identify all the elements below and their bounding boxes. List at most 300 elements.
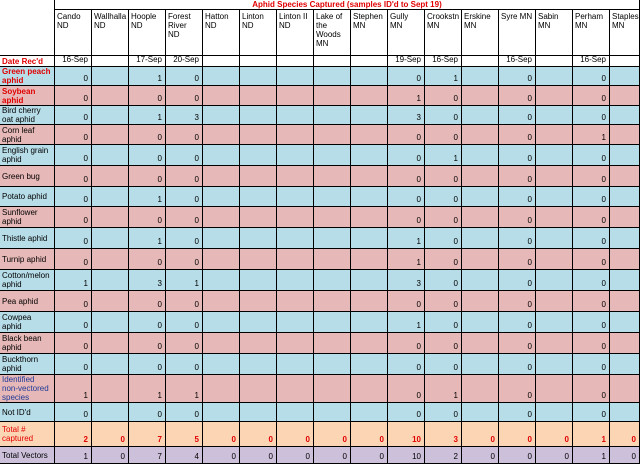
count-cell[interactable]: 0 xyxy=(166,228,203,249)
count-cell[interactable] xyxy=(351,145,388,166)
count-cell[interactable] xyxy=(203,333,240,354)
count-cell[interactable]: 0 xyxy=(499,166,536,187)
count-cell[interactable] xyxy=(462,145,499,166)
count-cell[interactable] xyxy=(462,106,499,125)
total-vectors-cell[interactable]: 0 xyxy=(462,447,499,464)
column-header[interactable]: Hoople ND xyxy=(129,10,166,56)
count-cell[interactable]: 0 xyxy=(425,270,462,291)
count-cell[interactable] xyxy=(240,354,277,375)
count-cell[interactable] xyxy=(277,375,314,403)
count-cell[interactable] xyxy=(314,312,351,333)
count-cell[interactable]: 1 xyxy=(166,270,203,291)
date-label[interactable]: Date Rec'd xyxy=(0,56,55,67)
count-cell[interactable]: 3 xyxy=(166,106,203,125)
count-cell[interactable] xyxy=(203,228,240,249)
total-captured-cell[interactable]: 0 xyxy=(462,422,499,447)
count-cell[interactable]: 0 xyxy=(166,291,203,312)
count-cell[interactable]: 0 xyxy=(129,207,166,228)
column-header[interactable]: Cando ND xyxy=(55,10,92,56)
count-cell[interactable]: 0 xyxy=(129,249,166,270)
count-cell[interactable] xyxy=(536,125,573,145)
count-cell[interactable] xyxy=(351,86,388,106)
count-cell[interactable]: 0 xyxy=(573,312,610,333)
total-vectors-cell[interactable]: 2 xyxy=(425,447,462,464)
count-cell[interactable] xyxy=(240,228,277,249)
count-cell[interactable]: 1 xyxy=(129,187,166,207)
count-cell[interactable]: 1 xyxy=(129,375,166,403)
count-cell[interactable]: 0 xyxy=(129,312,166,333)
count-cell[interactable] xyxy=(92,125,129,145)
date-cell[interactable] xyxy=(277,56,314,67)
count-cell[interactable]: 0 xyxy=(166,125,203,145)
count-cell[interactable] xyxy=(462,166,499,187)
count-cell[interactable] xyxy=(277,270,314,291)
total-vectors-cell[interactable]: 4 xyxy=(166,447,203,464)
column-header[interactable]: Stephen MN xyxy=(351,10,388,56)
count-cell[interactable]: 3 xyxy=(388,106,425,125)
count-cell[interactable] xyxy=(203,291,240,312)
count-cell[interactable]: 0 xyxy=(573,249,610,270)
total-vectors-cell[interactable]: 10 xyxy=(388,447,425,464)
count-cell[interactable] xyxy=(536,291,573,312)
count-cell[interactable]: 0 xyxy=(388,67,425,86)
date-cell[interactable] xyxy=(203,56,240,67)
count-cell[interactable] xyxy=(536,86,573,106)
count-cell[interactable]: 0 xyxy=(55,106,92,125)
count-cell[interactable] xyxy=(277,312,314,333)
count-cell[interactable]: 0 xyxy=(425,125,462,145)
count-cell[interactable] xyxy=(462,86,499,106)
count-cell[interactable]: 1 xyxy=(166,375,203,403)
count-cell[interactable]: 0 xyxy=(499,67,536,86)
count-cell[interactable]: 0 xyxy=(55,166,92,187)
date-cell[interactable]: 16-Sep xyxy=(499,56,536,67)
date-cell[interactable] xyxy=(536,56,573,67)
count-cell[interactable]: 0 xyxy=(55,187,92,207)
count-cell[interactable]: 1 xyxy=(573,125,610,145)
count-cell[interactable] xyxy=(92,333,129,354)
count-cell[interactable] xyxy=(92,291,129,312)
species-label[interactable]: Green peach aphid xyxy=(0,67,55,86)
count-cell[interactable] xyxy=(240,86,277,106)
count-cell[interactable]: 0 xyxy=(388,354,425,375)
date-cell[interactable]: 17-Sep xyxy=(129,56,166,67)
count-cell[interactable]: 1 xyxy=(129,106,166,125)
count-cell[interactable]: 3 xyxy=(129,270,166,291)
count-cell[interactable] xyxy=(240,375,277,403)
count-cell[interactable]: 0 xyxy=(166,249,203,270)
date-cell[interactable]: 16-Sep xyxy=(55,56,92,67)
count-cell[interactable]: 0 xyxy=(425,312,462,333)
count-cell[interactable] xyxy=(314,207,351,228)
count-cell[interactable]: 0 xyxy=(425,106,462,125)
species-label[interactable]: Pea aphid xyxy=(0,291,55,312)
count-cell[interactable] xyxy=(610,403,640,422)
count-cell[interactable] xyxy=(351,228,388,249)
total-captured-label[interactable]: Total # captured xyxy=(0,422,55,447)
count-cell[interactable] xyxy=(536,312,573,333)
count-cell[interactable] xyxy=(203,106,240,125)
column-header[interactable]: Linton II ND xyxy=(277,10,314,56)
count-cell[interactable]: 0 xyxy=(573,67,610,86)
count-cell[interactable] xyxy=(462,375,499,403)
count-cell[interactable] xyxy=(536,187,573,207)
count-cell[interactable]: 1 xyxy=(129,67,166,86)
count-cell[interactable]: 0 xyxy=(388,207,425,228)
count-cell[interactable] xyxy=(351,354,388,375)
total-vectors-cell[interactable]: 0 xyxy=(240,447,277,464)
species-label[interactable]: Sunflower aphid xyxy=(0,207,55,228)
count-cell[interactable]: 0 xyxy=(129,403,166,422)
count-cell[interactable]: 0 xyxy=(499,403,536,422)
count-cell[interactable]: 0 xyxy=(573,106,610,125)
count-cell[interactable]: 0 xyxy=(388,375,425,403)
total-vectors-cell[interactable]: 7 xyxy=(129,447,166,464)
count-cell[interactable]: 0 xyxy=(499,106,536,125)
count-cell[interactable] xyxy=(92,403,129,422)
count-cell[interactable]: 0 xyxy=(425,291,462,312)
count-cell[interactable] xyxy=(351,187,388,207)
count-cell[interactable]: 0 xyxy=(425,354,462,375)
count-cell[interactable] xyxy=(92,312,129,333)
count-cell[interactable] xyxy=(351,375,388,403)
count-cell[interactable] xyxy=(314,375,351,403)
count-cell[interactable] xyxy=(240,249,277,270)
count-cell[interactable] xyxy=(277,249,314,270)
count-cell[interactable] xyxy=(314,166,351,187)
column-header[interactable]: Wallhalla ND xyxy=(92,10,129,56)
count-cell[interactable]: 0 xyxy=(166,354,203,375)
count-cell[interactable] xyxy=(610,106,640,125)
count-cell[interactable]: 0 xyxy=(425,187,462,207)
count-cell[interactable] xyxy=(536,207,573,228)
count-cell[interactable] xyxy=(203,207,240,228)
date-cell[interactable]: 16-Sep xyxy=(573,56,610,67)
count-cell[interactable] xyxy=(462,291,499,312)
total-captured-cell[interactable]: 2 xyxy=(55,422,92,447)
count-cell[interactable] xyxy=(240,125,277,145)
count-cell[interactable] xyxy=(314,333,351,354)
count-cell[interactable]: 0 xyxy=(388,187,425,207)
count-cell[interactable] xyxy=(610,333,640,354)
count-cell[interactable]: 0 xyxy=(425,333,462,354)
count-cell[interactable] xyxy=(314,270,351,291)
count-cell[interactable] xyxy=(351,125,388,145)
count-cell[interactable]: 0 xyxy=(55,125,92,145)
species-label[interactable]: Bird cherry oat aphid xyxy=(0,106,55,125)
count-cell[interactable]: 0 xyxy=(55,145,92,166)
species-label[interactable]: Thistle aphid xyxy=(0,228,55,249)
count-cell[interactable]: 0 xyxy=(55,333,92,354)
count-cell[interactable] xyxy=(203,354,240,375)
count-cell[interactable] xyxy=(240,270,277,291)
count-cell[interactable]: 1 xyxy=(388,86,425,106)
date-cell[interactable] xyxy=(240,56,277,67)
count-cell[interactable]: 0 xyxy=(499,145,536,166)
column-header[interactable]: Forest River ND xyxy=(166,10,203,56)
count-cell[interactable] xyxy=(351,207,388,228)
count-cell[interactable]: 0 xyxy=(388,403,425,422)
count-cell[interactable] xyxy=(92,207,129,228)
count-cell[interactable] xyxy=(203,249,240,270)
count-cell[interactable] xyxy=(351,67,388,86)
count-cell[interactable]: 0 xyxy=(129,291,166,312)
species-label[interactable]: Cowpea aphid xyxy=(0,312,55,333)
count-cell[interactable]: 0 xyxy=(499,354,536,375)
count-cell[interactable] xyxy=(536,67,573,86)
count-cell[interactable] xyxy=(610,125,640,145)
count-cell[interactable] xyxy=(92,228,129,249)
count-cell[interactable] xyxy=(351,403,388,422)
count-cell[interactable]: 0 xyxy=(388,145,425,166)
count-cell[interactable] xyxy=(536,333,573,354)
count-cell[interactable]: 1 xyxy=(55,375,92,403)
column-header[interactable]: Linton ND xyxy=(240,10,277,56)
count-cell[interactable] xyxy=(462,270,499,291)
count-cell[interactable] xyxy=(240,312,277,333)
count-cell[interactable]: 0 xyxy=(499,249,536,270)
count-cell[interactable]: 0 xyxy=(573,270,610,291)
count-cell[interactable] xyxy=(203,312,240,333)
count-cell[interactable]: 0 xyxy=(573,291,610,312)
count-cell[interactable]: 0 xyxy=(425,207,462,228)
total-captured-cell[interactable]: 0 xyxy=(610,422,640,447)
count-cell[interactable] xyxy=(462,67,499,86)
count-cell[interactable] xyxy=(203,166,240,187)
count-cell[interactable] xyxy=(92,270,129,291)
count-cell[interactable]: 0 xyxy=(129,145,166,166)
count-cell[interactable]: 0 xyxy=(573,333,610,354)
count-cell[interactable]: 3 xyxy=(388,270,425,291)
count-cell[interactable]: 0 xyxy=(166,166,203,187)
count-cell[interactable] xyxy=(462,125,499,145)
count-cell[interactable]: 0 xyxy=(499,207,536,228)
count-cell[interactable] xyxy=(203,125,240,145)
count-cell[interactable] xyxy=(462,312,499,333)
count-cell[interactable]: 0 xyxy=(573,166,610,187)
species-label[interactable]: Potato aphid xyxy=(0,187,55,207)
species-label[interactable]: Cotton/melon aphid xyxy=(0,270,55,291)
total-vectors-cell[interactable]: 0 xyxy=(203,447,240,464)
count-cell[interactable] xyxy=(240,333,277,354)
column-header[interactable]: Erskine MN xyxy=(462,10,499,56)
count-cell[interactable] xyxy=(277,106,314,125)
count-cell[interactable] xyxy=(610,354,640,375)
total-captured-cell[interactable]: 7 xyxy=(129,422,166,447)
count-cell[interactable] xyxy=(314,67,351,86)
count-cell[interactable]: 0 xyxy=(129,125,166,145)
count-cell[interactable] xyxy=(536,106,573,125)
count-cell[interactable]: 0 xyxy=(499,312,536,333)
count-cell[interactable] xyxy=(610,270,640,291)
count-cell[interactable] xyxy=(314,125,351,145)
count-cell[interactable] xyxy=(314,249,351,270)
total-vectors-cell[interactable]: 0 xyxy=(92,447,129,464)
total-captured-cell[interactable]: 3 xyxy=(425,422,462,447)
count-cell[interactable] xyxy=(314,228,351,249)
count-cell[interactable] xyxy=(462,354,499,375)
column-header[interactable]: Crookstn MN xyxy=(425,10,462,56)
count-cell[interactable] xyxy=(240,207,277,228)
count-cell[interactable] xyxy=(610,86,640,106)
species-label[interactable]: Black bean aphid xyxy=(0,333,55,354)
count-cell[interactable] xyxy=(536,270,573,291)
date-cell[interactable] xyxy=(610,56,640,67)
date-cell[interactable]: 20-Sep xyxy=(166,56,203,67)
count-cell[interactable] xyxy=(277,125,314,145)
count-cell[interactable] xyxy=(92,86,129,106)
count-cell[interactable]: 0 xyxy=(166,67,203,86)
species-label[interactable]: Not ID'd xyxy=(0,403,55,422)
date-cell[interactable]: 16-Sep xyxy=(425,56,462,67)
count-cell[interactable] xyxy=(203,270,240,291)
count-cell[interactable]: 0 xyxy=(499,228,536,249)
count-cell[interactable] xyxy=(92,145,129,166)
count-cell[interactable] xyxy=(536,354,573,375)
count-cell[interactable]: 0 xyxy=(499,86,536,106)
count-cell[interactable] xyxy=(277,354,314,375)
species-label[interactable]: Green bug xyxy=(0,166,55,187)
count-cell[interactable] xyxy=(203,86,240,106)
date-cell[interactable]: 19-Sep xyxy=(388,56,425,67)
count-cell[interactable]: 0 xyxy=(129,354,166,375)
count-cell[interactable] xyxy=(610,375,640,403)
count-cell[interactable] xyxy=(203,145,240,166)
count-cell[interactable]: 0 xyxy=(55,249,92,270)
total-vectors-cell[interactable]: 0 xyxy=(314,447,351,464)
count-cell[interactable]: 0 xyxy=(573,86,610,106)
count-cell[interactable] xyxy=(314,291,351,312)
count-cell[interactable] xyxy=(536,375,573,403)
count-cell[interactable]: 0 xyxy=(499,291,536,312)
date-cell[interactable] xyxy=(351,56,388,67)
count-cell[interactable] xyxy=(277,207,314,228)
count-cell[interactable]: 0 xyxy=(388,125,425,145)
count-cell[interactable]: 0 xyxy=(499,270,536,291)
count-cell[interactable]: 0 xyxy=(499,187,536,207)
count-cell[interactable] xyxy=(92,354,129,375)
total-captured-cell[interactable]: 0 xyxy=(240,422,277,447)
species-label[interactable]: Buckthorn aphid xyxy=(0,354,55,375)
count-cell[interactable]: 0 xyxy=(425,86,462,106)
count-cell[interactable] xyxy=(203,403,240,422)
count-cell[interactable]: 0 xyxy=(388,291,425,312)
total-vectors-label[interactable]: Total Vectors xyxy=(0,447,55,464)
total-vectors-cell[interactable]: 0 xyxy=(499,447,536,464)
count-cell[interactable]: 0 xyxy=(55,312,92,333)
total-captured-cell[interactable]: 0 xyxy=(351,422,388,447)
total-vectors-cell[interactable]: 0 xyxy=(351,447,388,464)
count-cell[interactable] xyxy=(314,106,351,125)
count-cell[interactable] xyxy=(203,67,240,86)
count-cell[interactable] xyxy=(240,187,277,207)
total-captured-cell[interactable]: 0 xyxy=(92,422,129,447)
count-cell[interactable] xyxy=(277,166,314,187)
count-cell[interactable]: 0 xyxy=(55,67,92,86)
count-cell[interactable] xyxy=(351,249,388,270)
total-vectors-cell[interactable]: 0 xyxy=(610,447,640,464)
count-cell[interactable]: 0 xyxy=(573,187,610,207)
column-header[interactable]: Perham MN xyxy=(573,10,610,56)
count-cell[interactable] xyxy=(610,228,640,249)
count-cell[interactable] xyxy=(462,403,499,422)
species-label[interactable]: English grain aphid xyxy=(0,145,55,166)
count-cell[interactable]: 0 xyxy=(166,145,203,166)
count-cell[interactable] xyxy=(240,145,277,166)
count-cell[interactable] xyxy=(610,249,640,270)
count-cell[interactable] xyxy=(351,166,388,187)
count-cell[interactable] xyxy=(277,86,314,106)
count-cell[interactable] xyxy=(462,207,499,228)
count-cell[interactable] xyxy=(92,106,129,125)
count-cell[interactable] xyxy=(92,166,129,187)
total-vectors-cell[interactable]: 1 xyxy=(573,447,610,464)
count-cell[interactable] xyxy=(610,312,640,333)
count-cell[interactable] xyxy=(610,187,640,207)
count-cell[interactable] xyxy=(536,403,573,422)
count-cell[interactable]: 0 xyxy=(55,291,92,312)
count-cell[interactable] xyxy=(462,187,499,207)
species-label[interactable]: Identified non-vectored species xyxy=(0,375,55,403)
column-header[interactable]: Sabin MN xyxy=(536,10,573,56)
count-cell[interactable] xyxy=(277,291,314,312)
count-cell[interactable] xyxy=(610,67,640,86)
total-vectors-cell[interactable]: 0 xyxy=(277,447,314,464)
sheet-title[interactable]: Aphid Species Captured (samples ID'd to Sept 19) xyxy=(55,0,640,10)
total-vectors-cell[interactable]: 1 xyxy=(55,447,92,464)
count-cell[interactable]: 0 xyxy=(129,86,166,106)
count-cell[interactable]: 0 xyxy=(573,375,610,403)
total-captured-cell[interactable]: 5 xyxy=(166,422,203,447)
species-label[interactable]: Corn leaf aphid xyxy=(0,125,55,145)
total-captured-cell[interactable]: 0 xyxy=(314,422,351,447)
count-cell[interactable] xyxy=(462,249,499,270)
count-cell[interactable]: 0 xyxy=(166,312,203,333)
column-header[interactable]: Hatton ND xyxy=(203,10,240,56)
count-cell[interactable] xyxy=(92,375,129,403)
count-cell[interactable]: 1 xyxy=(388,249,425,270)
count-cell[interactable] xyxy=(314,403,351,422)
count-cell[interactable]: 1 xyxy=(425,145,462,166)
total-captured-cell[interactable]: 0 xyxy=(277,422,314,447)
total-captured-cell[interactable]: 0 xyxy=(203,422,240,447)
count-cell[interactable] xyxy=(92,187,129,207)
count-cell[interactable] xyxy=(536,166,573,187)
count-cell[interactable] xyxy=(203,187,240,207)
column-header[interactable]: Lake of the Woods MN xyxy=(314,10,351,56)
count-cell[interactable] xyxy=(277,228,314,249)
count-cell[interactable] xyxy=(610,207,640,228)
total-captured-cell[interactable]: 1 xyxy=(573,422,610,447)
count-cell[interactable] xyxy=(277,403,314,422)
count-cell[interactable] xyxy=(351,106,388,125)
total-captured-cell[interactable]: 0 xyxy=(499,422,536,447)
count-cell[interactable] xyxy=(351,270,388,291)
count-cell[interactable] xyxy=(203,375,240,403)
column-header[interactable]: Gully MN xyxy=(388,10,425,56)
count-cell[interactable] xyxy=(462,333,499,354)
count-cell[interactable]: 0 xyxy=(573,228,610,249)
count-cell[interactable] xyxy=(277,145,314,166)
count-cell[interactable] xyxy=(351,333,388,354)
count-cell[interactable]: 1 xyxy=(55,270,92,291)
count-cell[interactable] xyxy=(314,86,351,106)
count-cell[interactable]: 0 xyxy=(55,354,92,375)
count-cell[interactable] xyxy=(610,291,640,312)
count-cell[interactable] xyxy=(314,354,351,375)
count-cell[interactable]: 1 xyxy=(388,312,425,333)
count-cell[interactable] xyxy=(536,228,573,249)
